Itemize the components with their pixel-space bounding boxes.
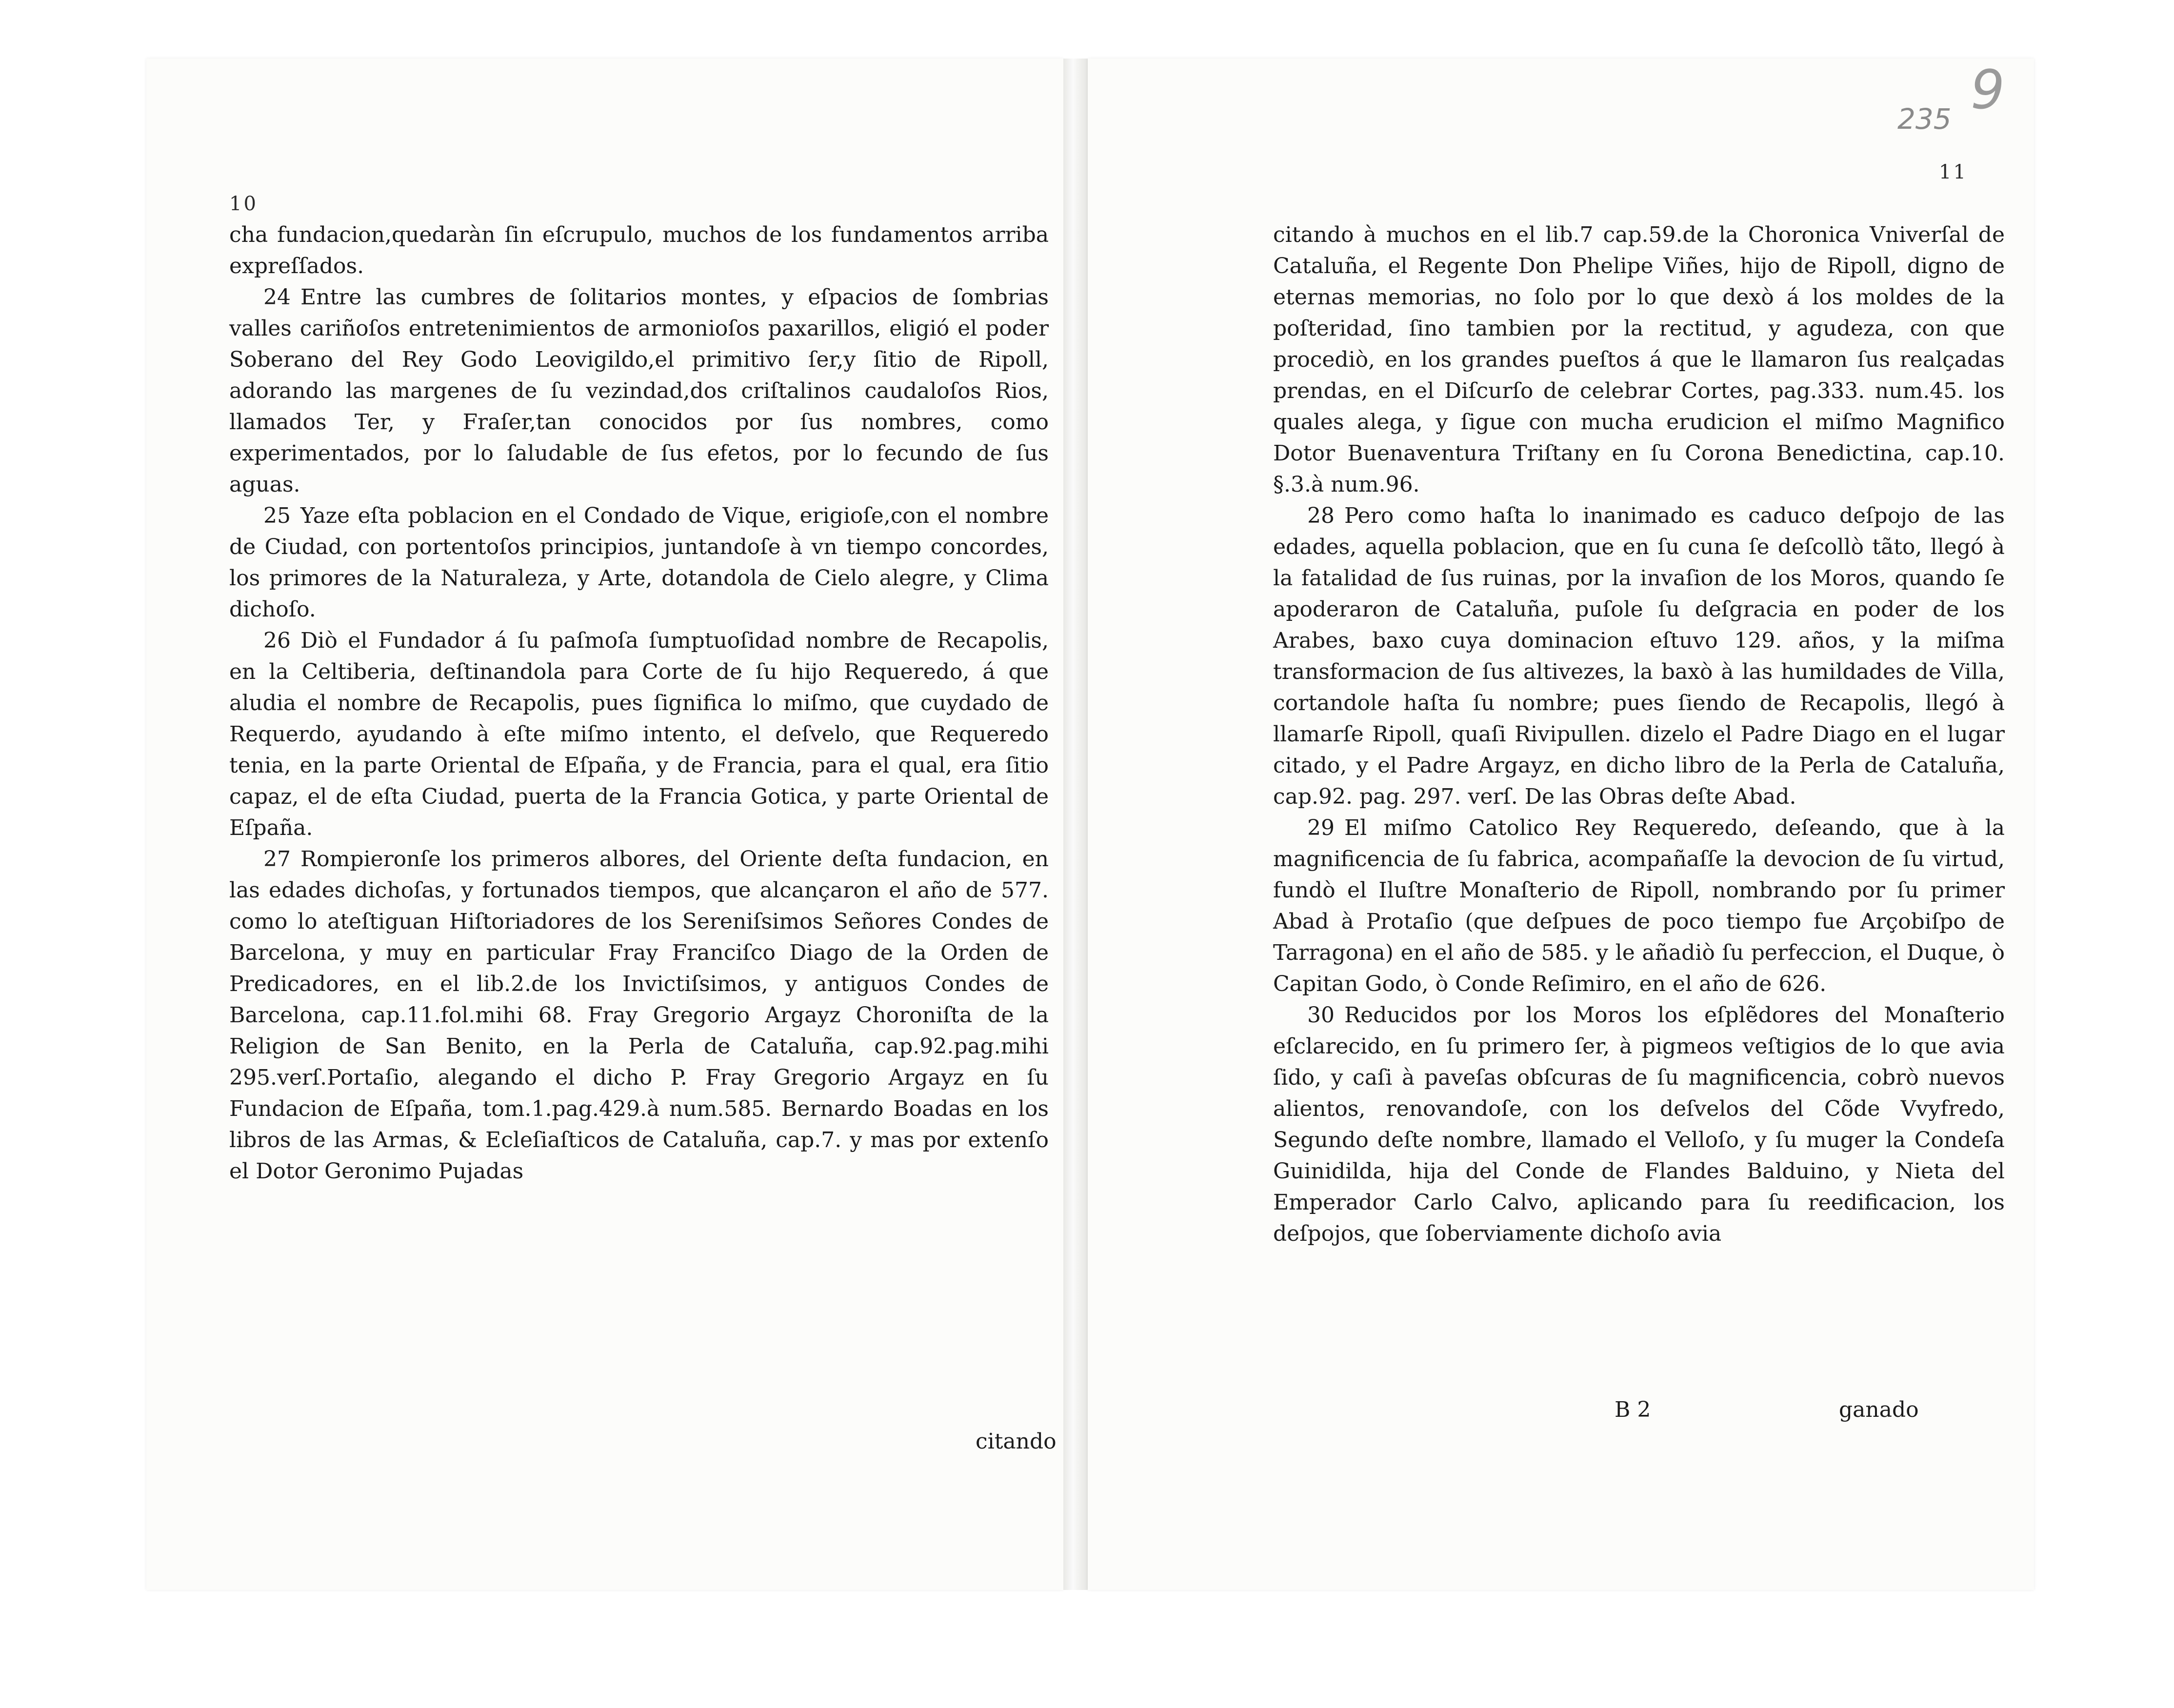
paragraph-text: Pero como haſta lo inanimado es caduco deſpojo de las edades, aquella poblacion, que en ſu cuna ſe deſcollò tãto, llegó à la fatalidad de ſus ruinas, por la invaſion de los Moros, quando ſe apoderaron de Cataluña, puſole ſu deſgracia en poder de los Arabes, baxo cuya dominacion eſtuvo 129. años, y la miſma transformacion de ſus altivezes, la baxò à las humildades de Villa, cortandole haſta ſu nombre; pues ſiendo de Recapolis, llegó à llamarſe Ripoll, quaſi Rivipullen. dizelo el Padre Diago en el lugar citado, y el Padre Argayz, en dicho libro de la Perla de Cataluña, cap.92. pag. 297. verſ. De las Obras deſte Abad. [1273, 503, 2005, 809]
right-page-body [1273, 219, 2005, 1250]
paragraph [1273, 1000, 2005, 1250]
right-page [1088, 59, 2034, 1590]
paragraph-text: El miſmo Catolico Rey Requeredo, deſeando, que à la magnificencia de ſu fabrica, acompañaſſe la devocion de ſu virtud, fundò el Iluſtre Monaſterio de Ripoll, nombrando por ſu primer Abad à Protaſio (que deſpues de poco tiempo fue Arçobiſpo de Tarragona) en el año de 585. y le añadiò ſu perfeccion, el Duque, ò Capitan Godo, ò Conde Reſimiro, en el año de 626. [1273, 815, 2005, 996]
paragraph-text: Rompieronſe los primeros albores, del Oriente deſta fundacion, en las edades dichoſas, y fortunados tiempos, que alcançaron el año de 577. como lo ateſtiguan Hiſtoriadores de los Sereniſsimos Señores Condes de Barcelona, y muy en particular Fray Franciſco Diago de la Orden de Predicadores, en el lib.2.de los Invictiſsimos, y antiguos Condes de Barcelona, cap.11.fol.mihi 68. Fray Gregorio Argayz Choroniſta de la Religion de San Benito, en la Perla de Cataluña, cap.92.pag.mihi 295.verſ.Portaſio, alegando el dicho P. Fray Gregorio Argayz en ſu Fundacion de Eſpaña, tom.1.pag.429.à num.585. Bernardo Boadas en los libros de las Armas, & Ecleſiaſticos de Cataluña, cap.7. y mas por extenſo el Dotor Geronimo Pujadas [229, 847, 1049, 1184]
paragraph-text: Reducidos por los Moros los eſplẽdores del Monaſterio eſclarecido, en ſu primero ſer, à pigmeos veſtigios de lo que avia ſido, y caſi à paveſas obſcuras de ſu magnificencia, cobrò nuevos alientos, renovandoſe, con los deſvelos del Cõde Vvyfredo, Segundo deſte nombre, llamado el Velloſo, y ſu muger la Condeſa Guinidilda, hija del Conde de Flandes Balduino, y Nieta del Emperador Carlo Calvo, aplicando para ſu reedificacion, los deſpojos, que ſoberviamente dichoſo avia [1273, 1003, 2005, 1246]
paragraph [229, 844, 1049, 1187]
paragraph-number: 27 [263, 847, 291, 872]
paragraph [1273, 219, 2005, 500]
book-gutter [1063, 59, 1088, 1590]
paragraph-number: 24 [263, 285, 291, 310]
signature-mark: B 2 [1615, 1397, 1651, 1422]
paragraph [229, 500, 1049, 625]
paragraph-text: Diò el Fundador á ſu paſmoſa ſumptuoſidad nombre de Recapolis, en la Celtiberia, deſtinandola para Corte de ſu hijo Requeredo, á que aludia el nombre de Recapolis, pues ſignifica lo miſmo, que cuydado de Requerdo, ayudando à eſte miſmo intento, el deſvelo, que Requeredo tenia, en la parte Oriental de Eſpaña, y de Francia, para el qual, era ſitio capaz, el de eſta Ciudad, puerta de la Francia Gotica, y parte Oriental de Eſpaña. [229, 628, 1049, 840]
paragraph [1273, 500, 2005, 813]
paragraph-number: 30 [1307, 1003, 1335, 1028]
paragraph [229, 625, 1049, 844]
page-number: 10 [229, 193, 258, 215]
paragraph-number: 29 [1307, 815, 1335, 840]
archive-number: 235 [1897, 102, 1952, 136]
paragraph-text: Entre las cumbres de ſolitarios montes, y eſpacios de ſombrias valles cariñoſos entretenimientos de armonioſos paxarillos, eligió el poder Soberano del Rey Godo Leovigildo,el primitivo ſer,y ſitio de Ripoll, adorando las margenes de ſu vezindad,dos criſtalinos caudaloſos Rios, llamados Ter, y Fraſer,tan conocidos por ſus nombres, como experimentados, por lo ſaludable de ſus efetos, por lo fecundo de ſus aguas. [229, 285, 1049, 497]
paragraph-number: 26 [263, 628, 291, 653]
page-number: 11 [1939, 161, 1968, 183]
paragraph [229, 219, 1049, 282]
paragraph [1273, 813, 2005, 1000]
paragraph [229, 282, 1049, 500]
left-page [146, 59, 1063, 1590]
paragraph-text: cha fundacion,quedaràn ſin eſcrupulo, muchos de los fundamentos arriba expreſſados. [229, 222, 1049, 278]
left-page-body [229, 219, 1049, 1187]
paragraph-text: citando à muchos en el lib.7 cap.59.de la Choronica Vniverſal de Cataluña, el Regente Don Phelipe Viñes, hijo de Ripoll, digno de eternas memorias, no ſolo por lo que dexò á los moldes de la poſteridad, ſino tambien por la rectitud, y agudeza, con que procediò, en los grandes pueſtos á que le llamaron ſus realçadas prendas, en el Diſcurſo de celebrar Cortes, pag.333. num.45. los quales alega, y ſigue con mucha erudicion el miſmo Magnifico Dotor Buenaventura Triſtany en ſu Corona Benedictina, cap.10. §.3.à num.96. [1273, 222, 2005, 497]
paragraph-number: 28 [1307, 503, 1335, 528]
corner-mark: 9 [1971, 59, 2005, 121]
catchword: citando [976, 1429, 1057, 1454]
paragraph-text: Yaze eſta poblacion en el Condado de Vique, erigioſe,con el nombre de Ciudad, con portentoſos principios, juntandoſe à vn tiempo concordes, los primores de la Naturaleza, y Arte, dotandola de Cielo alegre, y Clima dichoſo. [229, 503, 1049, 622]
paragraph-number: 25 [263, 503, 291, 528]
catchword: ganado [1839, 1397, 1919, 1422]
